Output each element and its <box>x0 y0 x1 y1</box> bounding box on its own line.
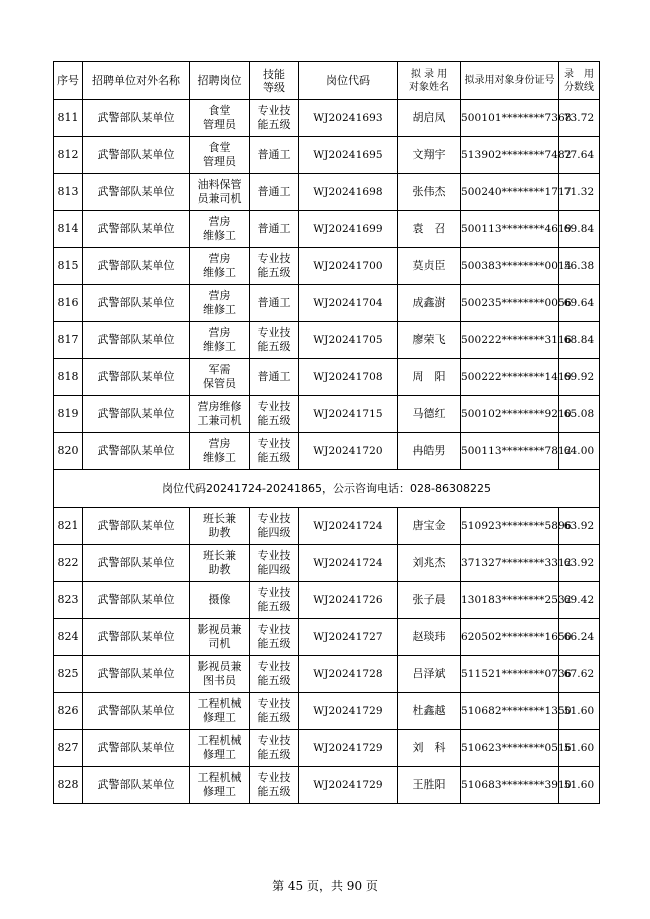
cell-code: WJ20241729 <box>299 693 398 730</box>
cell-name: 张子晨 <box>398 582 461 619</box>
cell-id: 500113********4619 <box>461 211 559 248</box>
cell-skill-line1: 专业技 <box>257 771 291 784</box>
cell-post-line2: 修理工 <box>203 748 236 761</box>
cell-name: 唐宝金 <box>398 508 461 545</box>
cell-name: 刘 科 <box>398 730 461 767</box>
cell-seq: 819 <box>54 396 83 433</box>
cell-unit: 武警部队某单位 <box>83 174 190 211</box>
cell-seq: 818 <box>54 359 83 396</box>
cell-unit: 武警部队某单位 <box>83 322 190 359</box>
cell-post-line2: 修理工 <box>203 785 236 798</box>
cell-name: 张伟杰 <box>398 174 461 211</box>
cell-post-line1: 油料保管 <box>197 178 242 191</box>
cell-id: 620502********1650 <box>461 619 559 656</box>
table-row <box>54 137 600 174</box>
cell-skill-line2: 能四级 <box>257 563 291 576</box>
header-name-line2: 对象姓名 <box>409 81 449 93</box>
table-row <box>54 322 600 359</box>
page-number-footer: 第 45 页，共 90 页 <box>272 879 378 893</box>
cell-id: 500383********0014 <box>461 248 559 285</box>
cell-post <box>190 693 250 730</box>
header-id: 拟录用对象身份证号 <box>461 62 559 100</box>
cell-unit: 武警部队某单位 <box>83 619 190 656</box>
cell-code: WJ20241729 <box>299 767 398 804</box>
cell-skill-line2: 能五级 <box>257 637 291 650</box>
cell-skill-line1: 普通工 <box>257 370 291 383</box>
cell-post <box>190 508 250 545</box>
table-row <box>54 248 600 285</box>
cell-post <box>190 248 250 285</box>
cell-post <box>190 656 250 693</box>
cell-score: 56.38 <box>559 248 600 285</box>
table-body-b <box>54 508 600 804</box>
cell-post-line2: 维修工 <box>203 229 236 242</box>
cell-post-line1: 食堂 <box>208 141 231 154</box>
cell-skill-line1: 专业技 <box>257 400 291 413</box>
header-post: 招聘岗位 <box>190 62 250 100</box>
cell-post-line2: 修理工 <box>203 711 236 724</box>
cell-id: 500102********9210 <box>461 396 559 433</box>
cell-post <box>190 285 250 322</box>
cell-name: 刘兆杰 <box>398 545 461 582</box>
cell-skill-line1: 专业技 <box>257 697 291 710</box>
cell-seq: 817 <box>54 322 83 359</box>
cell-skill-line2: 能五级 <box>257 340 291 353</box>
cell-skill-line1: 专业技 <box>257 326 291 339</box>
cell-id: 500222********1419 <box>461 359 559 396</box>
table-row <box>54 359 600 396</box>
cell-code: WJ20241695 <box>299 137 398 174</box>
cell-code: WJ20241715 <box>299 396 398 433</box>
cell-skill-line2: 能五级 <box>257 785 291 798</box>
cell-id: 500113********7812 <box>461 433 559 470</box>
header-row <box>54 62 600 100</box>
cell-seq: 825 <box>54 656 83 693</box>
cell-post-line1: 摄像 <box>208 593 231 606</box>
cell-skill <box>250 433 299 470</box>
cell-id: 510923********5896 <box>461 508 559 545</box>
cell-skill-line2: 能五级 <box>257 711 291 724</box>
cell-skill <box>250 285 299 322</box>
cell-unit: 武警部队某单位 <box>83 211 190 248</box>
cell-post <box>190 174 250 211</box>
cell-seq: 811 <box>54 100 83 137</box>
cell-skill <box>250 211 299 248</box>
header-name <box>398 62 461 100</box>
cell-post <box>190 359 250 396</box>
cell-code: WJ20241724 <box>299 545 398 582</box>
header-code: 岗位代码 <box>299 62 398 100</box>
header-skill-line1: 技能 <box>263 67 285 81</box>
cell-skill-line1: 专业技 <box>257 734 291 747</box>
cell-unit: 武警部队某单位 <box>83 248 190 285</box>
cell-unit: 武警部队某单位 <box>83 656 190 693</box>
cell-name: 冉皓男 <box>398 433 461 470</box>
cell-skill-line1: 普通工 <box>257 185 291 198</box>
section-note: 岗位代码20241724-20241865，公示咨询电话：028-86308225 <box>54 470 600 508</box>
cell-skill-line1: 普通工 <box>257 148 291 161</box>
cell-post-line2: 图书员 <box>203 674 236 687</box>
cell-seq: 823 <box>54 582 83 619</box>
cell-seq: 821 <box>54 508 83 545</box>
cell-code: WJ20241728 <box>299 656 398 693</box>
cell-name: 胡启凤 <box>398 100 461 137</box>
cell-score: 69.84 <box>559 211 600 248</box>
header-score-line2: 分数线 <box>564 81 594 93</box>
cell-code: WJ20241693 <box>299 100 398 137</box>
cell-skill-line1: 专业技 <box>257 252 291 265</box>
header-score <box>559 62 600 100</box>
cell-skill-line1: 专业技 <box>257 660 291 673</box>
cell-post-line1: 班长兼 <box>203 549 236 562</box>
cell-unit: 武警部队某单位 <box>83 582 190 619</box>
cell-post-line1: 工程机械 <box>197 771 242 784</box>
cell-score: 69.42 <box>559 582 600 619</box>
cell-post-line1: 营房 <box>208 289 231 302</box>
cell-unit: 武警部队某单位 <box>83 693 190 730</box>
cell-skill <box>250 248 299 285</box>
table-row <box>54 285 600 322</box>
cell-skill <box>250 693 299 730</box>
cell-skill-line2: 能五级 <box>257 674 291 687</box>
cell-seq: 813 <box>54 174 83 211</box>
cell-score: 69.92 <box>559 359 600 396</box>
cell-unit: 武警部队某单位 <box>83 137 190 174</box>
table-row <box>54 433 600 470</box>
cell-skill <box>250 767 299 804</box>
cell-id: 130183********2532 <box>461 582 559 619</box>
header-score-line1: 录 用 <box>564 68 594 80</box>
cell-code: WJ20241698 <box>299 174 398 211</box>
cell-id: 510682********1350 <box>461 693 559 730</box>
cell-score: 51.60 <box>559 767 600 804</box>
cell-score: 63.92 <box>559 508 600 545</box>
cell-seq: 815 <box>54 248 83 285</box>
cell-id: 500222********3116 <box>461 322 559 359</box>
cell-name: 周 阳 <box>398 359 461 396</box>
cell-post <box>190 730 250 767</box>
cell-code: WJ20241729 <box>299 730 398 767</box>
cell-post <box>190 100 250 137</box>
cell-name: 杜鑫越 <box>398 693 461 730</box>
cell-score: 68.84 <box>559 322 600 359</box>
cell-seq: 812 <box>54 137 83 174</box>
cell-skill-line1: 专业技 <box>257 549 291 562</box>
cell-skill-line2: 能五级 <box>257 748 291 761</box>
cell-post-line1: 营房 <box>208 215 231 228</box>
cell-seq: 827 <box>54 730 83 767</box>
cell-score: 51.60 <box>559 730 600 767</box>
cell-skill <box>250 582 299 619</box>
cell-skill <box>250 174 299 211</box>
cell-post-line1: 营房 <box>208 437 231 450</box>
cell-skill <box>250 656 299 693</box>
cell-code: WJ20241708 <box>299 359 398 396</box>
cell-post-line1: 营房维修 <box>197 400 242 413</box>
header-name-line1: 拟 录 用 <box>410 68 448 80</box>
cell-post-line2: 助教 <box>208 563 231 576</box>
cell-seq: 816 <box>54 285 83 322</box>
cell-unit: 武警部队某单位 <box>83 767 190 804</box>
cell-score: 65.08 <box>559 396 600 433</box>
cell-post <box>190 767 250 804</box>
cell-post-line2: 工兼司机 <box>197 414 242 427</box>
cell-name: 成鑫澍 <box>398 285 461 322</box>
table-row <box>54 582 600 619</box>
cell-skill-line1: 普通工 <box>257 296 291 309</box>
cell-code: WJ20241699 <box>299 211 398 248</box>
cell-id: 510683********3910 <box>461 767 559 804</box>
cell-name: 马德红 <box>398 396 461 433</box>
cell-post-line2: 助教 <box>208 526 231 539</box>
cell-score: 64.00 <box>559 433 600 470</box>
cell-post-line2: 保管员 <box>203 377 236 390</box>
cell-code: WJ20241720 <box>299 433 398 470</box>
table-row <box>54 656 600 693</box>
cell-post <box>190 137 250 174</box>
cell-id: 500235********0056 <box>461 285 559 322</box>
cell-name: 王胜阳 <box>398 767 461 804</box>
cell-post <box>190 211 250 248</box>
cell-post-line2: 司机 <box>208 637 231 650</box>
cell-skill <box>250 730 299 767</box>
cell-skill-line2: 能五级 <box>257 266 291 279</box>
table-row <box>54 619 600 656</box>
cell-id: 500101********7368 <box>461 100 559 137</box>
cell-post-line2: 维修工 <box>203 340 236 353</box>
cell-unit: 武警部队某单位 <box>83 730 190 767</box>
table-row <box>54 545 600 582</box>
cell-unit: 武警部队某单位 <box>83 100 190 137</box>
cell-post <box>190 582 250 619</box>
cell-seq: 824 <box>54 619 83 656</box>
cell-score: 69.64 <box>559 285 600 322</box>
cell-name: 赵琰玮 <box>398 619 461 656</box>
cell-post-line2: 维修工 <box>203 266 236 279</box>
cell-seq: 826 <box>54 693 83 730</box>
cell-code: WJ20241724 <box>299 508 398 545</box>
table-row <box>54 174 600 211</box>
cell-skill-line2: 能五级 <box>257 600 291 613</box>
cell-name: 莫贞臣 <box>398 248 461 285</box>
cell-score: 73.72 <box>559 100 600 137</box>
cell-id: 510623********0516 <box>461 730 559 767</box>
cell-post <box>190 545 250 582</box>
cell-skill <box>250 137 299 174</box>
cell-skill <box>250 396 299 433</box>
cell-skill-line1: 专业技 <box>257 586 291 599</box>
section-divider <box>54 470 600 508</box>
cell-post-line2: 维修工 <box>203 303 236 316</box>
cell-skill-line2: 能四级 <box>257 526 291 539</box>
table-body-a <box>54 100 600 470</box>
cell-post <box>190 433 250 470</box>
table-row <box>54 767 600 804</box>
cell-name: 文翔宇 <box>398 137 461 174</box>
cell-post-line1: 班长兼 <box>203 512 236 525</box>
cell-code: WJ20241705 <box>299 322 398 359</box>
cell-post-line1: 营房 <box>208 326 231 339</box>
cell-unit: 武警部队某单位 <box>83 433 190 470</box>
header-seq: 序号 <box>54 62 83 100</box>
cell-score: 77.64 <box>559 137 600 174</box>
cell-score: 71.32 <box>559 174 600 211</box>
cell-seq: 820 <box>54 433 83 470</box>
cell-post-line1: 影视员兼 <box>197 623 242 636</box>
cell-unit: 武警部队某单位 <box>83 285 190 322</box>
cell-skill-line1: 专业技 <box>257 512 291 525</box>
cell-id: 511521********0736 <box>461 656 559 693</box>
cell-id: 500240********1717 <box>461 174 559 211</box>
table-row <box>54 211 600 248</box>
table-row <box>54 693 600 730</box>
cell-name: 廖荣飞 <box>398 322 461 359</box>
cell-id: 371327********3312 <box>461 545 559 582</box>
cell-post <box>190 619 250 656</box>
cell-skill-line2: 能五级 <box>257 118 291 131</box>
cell-score: 67.62 <box>559 656 600 693</box>
hiring-roster-table <box>53 61 600 804</box>
cell-seq: 814 <box>54 211 83 248</box>
cell-skill <box>250 322 299 359</box>
cell-post-line1: 军需 <box>208 363 231 376</box>
cell-unit: 武警部队某单位 <box>83 508 190 545</box>
cell-skill-line1: 专业技 <box>257 623 291 636</box>
table-row <box>54 508 600 545</box>
cell-skill-line2: 能五级 <box>257 451 291 464</box>
cell-skill <box>250 619 299 656</box>
cell-post <box>190 322 250 359</box>
cell-seq: 822 <box>54 545 83 582</box>
table-row <box>54 100 600 137</box>
cell-skill-line1: 普通工 <box>257 222 291 235</box>
cell-score: 51.60 <box>559 693 600 730</box>
cell-score: 66.24 <box>559 619 600 656</box>
cell-post-line2: 员兼司机 <box>197 192 242 205</box>
cell-post <box>190 396 250 433</box>
cell-post-line1: 食堂 <box>208 104 231 117</box>
cell-post-line1: 工程机械 <box>197 697 242 710</box>
table-row <box>54 396 600 433</box>
cell-unit: 武警部队某单位 <box>83 359 190 396</box>
cell-name: 袁 召 <box>398 211 461 248</box>
cell-skill-line1: 专业技 <box>257 437 291 450</box>
header-skill <box>250 62 299 100</box>
cell-id: 513902********7482 <box>461 137 559 174</box>
cell-unit: 武警部队某单位 <box>83 396 190 433</box>
cell-skill-line2: 能五级 <box>257 414 291 427</box>
cell-skill <box>250 508 299 545</box>
cell-post-line1: 工程机械 <box>197 734 242 747</box>
cell-code: WJ20241700 <box>299 248 398 285</box>
header-skill-line2: 等级 <box>263 80 285 94</box>
cell-post-line2: 维修工 <box>203 451 236 464</box>
cell-skill <box>250 545 299 582</box>
cell-post-line2: 管理员 <box>203 118 236 131</box>
cell-skill <box>250 359 299 396</box>
cell-post-line1: 影视员兼 <box>197 660 242 673</box>
cell-unit: 武警部队某单位 <box>83 545 190 582</box>
cell-score: 63.92 <box>559 545 600 582</box>
section-note-row <box>54 470 600 508</box>
cell-name: 吕泽斌 <box>398 656 461 693</box>
cell-skill-line1: 专业技 <box>257 104 291 117</box>
cell-post-line1: 营房 <box>208 252 231 265</box>
cell-code: WJ20241726 <box>299 582 398 619</box>
cell-code: WJ20241727 <box>299 619 398 656</box>
cell-seq: 828 <box>54 767 83 804</box>
table-row <box>54 730 600 767</box>
cell-code: WJ20241704 <box>299 285 398 322</box>
cell-skill <box>250 100 299 137</box>
cell-post-line2: 管理员 <box>203 155 236 168</box>
header-unit: 招聘单位对外名称 <box>83 62 190 100</box>
